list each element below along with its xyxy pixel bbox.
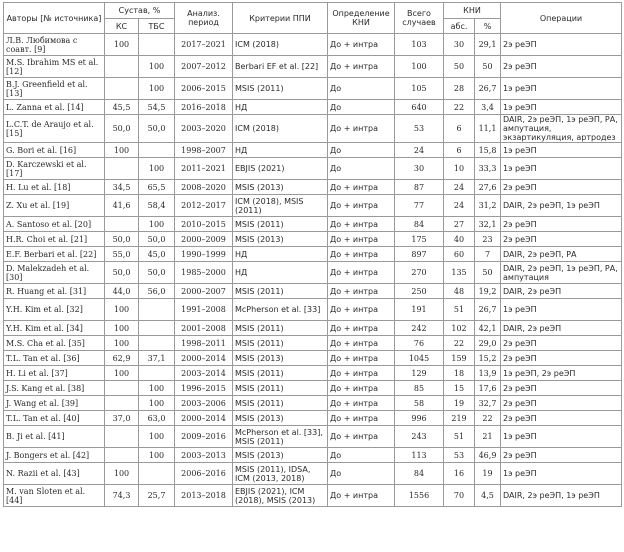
- period-cell: 2003–2006: [175, 396, 233, 411]
- criteria-cell: НД: [233, 247, 328, 262]
- definition-cell: До + интра: [328, 56, 395, 78]
- kni-abs-cell: 53: [444, 448, 475, 463]
- author-cell: J.S. Kang et al. [38]: [4, 381, 105, 396]
- table-row: [4, 396, 622, 411]
- criteria-cell: MSIS (2013): [233, 411, 328, 426]
- kni-abs-cell: 30: [444, 34, 475, 56]
- criteria-cell: MSIS (2011): [233, 366, 328, 381]
- author-cell: H.R. Choi et al. [21]: [4, 232, 105, 247]
- hip-pct-cell: [139, 299, 175, 321]
- hip-pct-cell: 100: [139, 381, 175, 396]
- operations-cell: DAIR, 2э реЭП: [501, 284, 622, 299]
- kni-abs-cell: 19: [444, 396, 475, 411]
- total-cell: 640: [395, 100, 444, 115]
- period-cell: 2003–2014: [175, 366, 233, 381]
- total-cell: 250: [395, 284, 444, 299]
- table-row: [4, 351, 622, 366]
- criteria-cell: НД: [233, 100, 328, 115]
- operations-cell: 2э реЭП: [501, 396, 622, 411]
- kni-abs-cell: 6: [444, 115, 475, 143]
- operations-cell: 2э реЭП: [501, 232, 622, 247]
- author-cell: M.S. Ibrahim MS et al. [12]: [4, 56, 105, 78]
- period-cell: 1985–2000: [175, 262, 233, 284]
- total-cell: 103: [395, 34, 444, 56]
- table-row: [4, 158, 622, 180]
- operations-cell: 1э реЭП: [501, 143, 622, 158]
- criteria-cell: MSIS (2011): [233, 381, 328, 396]
- author-cell: E.F. Berbari et al. [22]: [4, 247, 105, 262]
- table-row: [4, 56, 622, 78]
- header-kni: КНИ: [444, 3, 501, 19]
- hip-pct-cell: 100: [139, 448, 175, 463]
- operations-cell: DAIR, 2э реЭП, 1э реЭП: [501, 485, 622, 507]
- period-cell: 2016–2018: [175, 100, 233, 115]
- knee-pct-cell: [105, 381, 139, 396]
- criteria-cell: MSIS (2011): [233, 217, 328, 232]
- author-cell: N. Razii et al. [43]: [4, 463, 105, 485]
- kni-pct-cell: 31,2: [475, 195, 501, 217]
- criteria-cell: MSIS (2011), IDSA, ICM (2013, 2018): [233, 463, 328, 485]
- knee-pct-cell: [105, 56, 139, 78]
- header-period: Анализ. период: [175, 3, 233, 34]
- author-cell: Y.H. Kim et al. [32]: [4, 299, 105, 321]
- operations-cell: 2э реЭП: [501, 411, 622, 426]
- header-knee: КС: [105, 19, 139, 34]
- definition-cell: До: [328, 158, 395, 180]
- kni-abs-cell: 16: [444, 463, 475, 485]
- criteria-cell: НД: [233, 143, 328, 158]
- criteria-cell: McPherson et al. [33]: [233, 299, 328, 321]
- kni-pct-cell: 29,0: [475, 336, 501, 351]
- period-cell: 1990–1999: [175, 247, 233, 262]
- author-cell: T.L. Tan et al. [36]: [4, 351, 105, 366]
- criteria-cell: ICM (2018): [233, 115, 328, 143]
- hip-pct-cell: 45,0: [139, 247, 175, 262]
- knee-pct-cell: 41,6: [105, 195, 139, 217]
- header-total: Всего случаев: [395, 3, 444, 34]
- definition-cell: До + интра: [328, 247, 395, 262]
- knee-pct-cell: 100: [105, 463, 139, 485]
- operations-cell: 1э реЭП: [501, 299, 622, 321]
- kni-abs-cell: 51: [444, 426, 475, 448]
- period-cell: 1991–2008: [175, 299, 233, 321]
- kni-pct-cell: 11,1: [475, 115, 501, 143]
- kni-pct-cell: 29,1: [475, 34, 501, 56]
- hip-pct-cell: 54,5: [139, 100, 175, 115]
- knee-pct-cell: 100: [105, 336, 139, 351]
- total-cell: 191: [395, 299, 444, 321]
- kni-pct-cell: 17,6: [475, 381, 501, 396]
- hip-pct-cell: [139, 321, 175, 336]
- period-cell: 2000–2014: [175, 351, 233, 366]
- hip-pct-cell: [139, 34, 175, 56]
- operations-cell: 2э реЭП: [501, 180, 622, 195]
- table-row: [4, 143, 622, 158]
- criteria-cell: MSIS (2013): [233, 351, 328, 366]
- definition-cell: До + интра: [328, 426, 395, 448]
- kni-pct-cell: 21: [475, 426, 501, 448]
- total-cell: 243: [395, 426, 444, 448]
- table-row: [4, 366, 622, 381]
- operations-cell: 2э реЭП: [501, 351, 622, 366]
- definition-cell: До + интра: [328, 217, 395, 232]
- kni-abs-cell: 50: [444, 56, 475, 78]
- operations-cell: 1э реЭП, 2э реЭП: [501, 366, 622, 381]
- period-cell: 2006–2016: [175, 463, 233, 485]
- table-row: [4, 247, 622, 262]
- hip-pct-cell: 50,0: [139, 262, 175, 284]
- kni-abs-cell: 51: [444, 299, 475, 321]
- table-row: [4, 381, 622, 396]
- kni-pct-cell: 4,5: [475, 485, 501, 507]
- period-cell: 2009–2016: [175, 426, 233, 448]
- criteria-cell: MSIS (2013): [233, 232, 328, 247]
- kni-pct-cell: 15,8: [475, 143, 501, 158]
- kni-abs-cell: 22: [444, 336, 475, 351]
- hip-pct-cell: 100: [139, 426, 175, 448]
- total-cell: 77: [395, 195, 444, 217]
- hip-pct-cell: 56,0: [139, 284, 175, 299]
- total-cell: 996: [395, 411, 444, 426]
- period-cell: 2000–2009: [175, 232, 233, 247]
- kni-abs-cell: 6: [444, 143, 475, 158]
- hip-pct-cell: [139, 336, 175, 351]
- knee-pct-cell: 44,0: [105, 284, 139, 299]
- total-cell: 84: [395, 217, 444, 232]
- knee-pct-cell: 37,0: [105, 411, 139, 426]
- definition-cell: До + интра: [328, 321, 395, 336]
- total-cell: 1045: [395, 351, 444, 366]
- knee-pct-cell: 50,0: [105, 115, 139, 143]
- definition-cell: До + интра: [328, 381, 395, 396]
- criteria-cell: EBJIS (2021): [233, 158, 328, 180]
- table-row: [4, 195, 622, 217]
- hip-pct-cell: 58,4: [139, 195, 175, 217]
- kni-abs-cell: 219: [444, 411, 475, 426]
- table-row: [4, 115, 622, 143]
- operations-cell: 2э реЭП: [501, 336, 622, 351]
- definition-cell: До + интра: [328, 411, 395, 426]
- criteria-cell: MSIS (2011): [233, 336, 328, 351]
- table-row: [4, 100, 622, 115]
- definition-cell: До: [328, 448, 395, 463]
- hip-pct-cell: 50,0: [139, 115, 175, 143]
- criteria-cell: MSIS (2013): [233, 448, 328, 463]
- operations-cell: 1э реЭП: [501, 463, 622, 485]
- operations-cell: DAIR, 2э реЭП: [501, 321, 622, 336]
- table-row: [4, 299, 622, 321]
- author-cell: Л.В. Любимова с соавт. [9]: [4, 34, 105, 56]
- header-operations: Операции: [501, 3, 622, 34]
- period-cell: 2006–2015: [175, 78, 233, 100]
- total-cell: 30: [395, 158, 444, 180]
- criteria-cell: EBJIS (2021), ICM (2018), MSIS (2013): [233, 485, 328, 507]
- hip-pct-cell: 100: [139, 78, 175, 100]
- total-cell: 113: [395, 448, 444, 463]
- operations-cell: DAIR, 2э реЭП, 1э реЭП, РА, ампутация, экзартикуляция, артродез: [501, 115, 622, 143]
- knee-pct-cell: [105, 158, 139, 180]
- kni-pct-cell: 15,2: [475, 351, 501, 366]
- kni-abs-cell: 40: [444, 232, 475, 247]
- table-row: [4, 426, 622, 448]
- table-row: [4, 411, 622, 426]
- author-cell: D. Karczewski et al. [17]: [4, 158, 105, 180]
- kni-abs-cell: 70: [444, 485, 475, 507]
- total-cell: 58: [395, 396, 444, 411]
- definition-cell: До: [328, 463, 395, 485]
- kni-abs-cell: 159: [444, 351, 475, 366]
- kni-pct-cell: 19,2: [475, 284, 501, 299]
- knee-pct-cell: 50,0: [105, 232, 139, 247]
- hip-pct-cell: 100: [139, 217, 175, 232]
- author-cell: A. Santoso et al. [20]: [4, 217, 105, 232]
- operations-cell: 2э реЭП: [501, 34, 622, 56]
- hip-pct-cell: 63,0: [139, 411, 175, 426]
- operations-cell: 2э реЭП: [501, 56, 622, 78]
- kni-pct-cell: 19: [475, 463, 501, 485]
- period-cell: 2017–2021: [175, 34, 233, 56]
- knee-pct-cell: 45,5: [105, 100, 139, 115]
- author-cell: H. Lu et al. [18]: [4, 180, 105, 195]
- total-cell: 1556: [395, 485, 444, 507]
- period-cell: 2008–2020: [175, 180, 233, 195]
- period-cell: 2013–2018: [175, 485, 233, 507]
- operations-cell: 2э реЭП: [501, 381, 622, 396]
- author-cell: J. Wang et al. [39]: [4, 396, 105, 411]
- definition-cell: До: [328, 143, 395, 158]
- knee-pct-cell: 55,0: [105, 247, 139, 262]
- header-definition: Определение КНИ: [328, 3, 395, 34]
- definition-cell: До + интра: [328, 351, 395, 366]
- kni-abs-cell: 22: [444, 100, 475, 115]
- author-cell: Z. Xu et al. [19]: [4, 195, 105, 217]
- total-cell: 175: [395, 232, 444, 247]
- criteria-cell: MSIS (2011): [233, 78, 328, 100]
- author-cell: M. van Sloten et al. [44]: [4, 485, 105, 507]
- kni-pct-cell: 32,1: [475, 217, 501, 232]
- criteria-cell: НД: [233, 262, 328, 284]
- table-row: [4, 78, 622, 100]
- knee-pct-cell: [105, 448, 139, 463]
- kni-pct-cell: 13,9: [475, 366, 501, 381]
- total-cell: 242: [395, 321, 444, 336]
- total-cell: 270: [395, 262, 444, 284]
- operations-cell: 1э реЭП: [501, 78, 622, 100]
- criteria-cell: ICM (2018), MSIS (2011): [233, 195, 328, 217]
- author-cell: T.L. Tan et al. [40]: [4, 411, 105, 426]
- kni-pct-cell: 50: [475, 56, 501, 78]
- definition-cell: До + интра: [328, 396, 395, 411]
- author-cell: B.J. Greenfield et al. [13]: [4, 78, 105, 100]
- hip-pct-cell: 37,1: [139, 351, 175, 366]
- header-criteria: Критерии ППИ: [233, 3, 328, 34]
- hip-pct-cell: [139, 366, 175, 381]
- definition-cell: До + интра: [328, 232, 395, 247]
- table-row: [4, 463, 622, 485]
- knee-pct-cell: [105, 78, 139, 100]
- knee-pct-cell: 100: [105, 143, 139, 158]
- kni-abs-cell: 24: [444, 180, 475, 195]
- criteria-cell: MSIS (2013): [233, 180, 328, 195]
- header-hip: ТБС: [139, 19, 175, 34]
- definition-cell: До + интра: [328, 485, 395, 507]
- author-cell: H. Li et al. [37]: [4, 366, 105, 381]
- definition-cell: До + интра: [328, 366, 395, 381]
- operations-cell: DAIR, 2э реЭП, 1э реЭП: [501, 195, 622, 217]
- hip-pct-cell: [139, 463, 175, 485]
- table-row: [4, 34, 622, 56]
- hip-pct-cell: [139, 143, 175, 158]
- criteria-cell: MSIS (2011): [233, 284, 328, 299]
- kni-pct-cell: 50: [475, 262, 501, 284]
- knee-pct-cell: 74,3: [105, 485, 139, 507]
- author-cell: L.C.T. de Araujo et al. [15]: [4, 115, 105, 143]
- operations-cell: 1э реЭП: [501, 426, 622, 448]
- kni-abs-cell: 15: [444, 381, 475, 396]
- operations-cell: 2э реЭП: [501, 217, 622, 232]
- criteria-cell: MSIS (2011): [233, 321, 328, 336]
- kni-abs-cell: 60: [444, 247, 475, 262]
- author-cell: D. Malekzadeh et al. [30]: [4, 262, 105, 284]
- studies-table: [3, 2, 622, 507]
- period-cell: 2011–2021: [175, 158, 233, 180]
- kni-pct-cell: 42,1: [475, 321, 501, 336]
- knee-pct-cell: 100: [105, 299, 139, 321]
- author-cell: Y.H. Kim et al. [34]: [4, 321, 105, 336]
- table-row: [4, 336, 622, 351]
- kni-abs-cell: 28: [444, 78, 475, 100]
- definition-cell: До + интра: [328, 262, 395, 284]
- hip-pct-cell: 100: [139, 56, 175, 78]
- total-cell: 76: [395, 336, 444, 351]
- kni-pct-cell: 26,7: [475, 299, 501, 321]
- kni-pct-cell: 46,9: [475, 448, 501, 463]
- knee-pct-cell: [105, 217, 139, 232]
- criteria-cell: ICM (2018): [233, 34, 328, 56]
- total-cell: 84: [395, 463, 444, 485]
- knee-pct-cell: 100: [105, 366, 139, 381]
- operations-cell: 2э реЭП: [501, 448, 622, 463]
- kni-abs-cell: 27: [444, 217, 475, 232]
- definition-cell: До: [328, 78, 395, 100]
- kni-pct-cell: 3,4: [475, 100, 501, 115]
- author-cell: G. Bori et al. [16]: [4, 143, 105, 158]
- definition-cell: До + интра: [328, 195, 395, 217]
- period-cell: 2010–2015: [175, 217, 233, 232]
- author-cell: L. Zanna et al. [14]: [4, 100, 105, 115]
- knee-pct-cell: 100: [105, 321, 139, 336]
- operations-cell: DAIR, 2э реЭП, 1э реЭП, РА, ампутация: [501, 262, 622, 284]
- period-cell: 2003–2013: [175, 448, 233, 463]
- author-cell: R. Huang et al. [31]: [4, 284, 105, 299]
- header-pct: %: [475, 19, 501, 34]
- period-cell: 1998–2007: [175, 143, 233, 158]
- kni-pct-cell: 33,3: [475, 158, 501, 180]
- knee-pct-cell: 34,5: [105, 180, 139, 195]
- table-row: [4, 284, 622, 299]
- kni-abs-cell: 24: [444, 195, 475, 217]
- kni-pct-cell: 7: [475, 247, 501, 262]
- kni-abs-cell: 10: [444, 158, 475, 180]
- author-cell: B. Ji et al. [41]: [4, 426, 105, 448]
- knee-pct-cell: 50,0: [105, 262, 139, 284]
- kni-abs-cell: 48: [444, 284, 475, 299]
- definition-cell: До + интра: [328, 299, 395, 321]
- period-cell: 2000–2014: [175, 411, 233, 426]
- total-cell: 129: [395, 366, 444, 381]
- knee-pct-cell: 62,9: [105, 351, 139, 366]
- table-row: [4, 448, 622, 463]
- hip-pct-cell: 100: [139, 158, 175, 180]
- criteria-cell: MSIS (2011): [233, 396, 328, 411]
- criteria-cell: Berbari EF et al. [22]: [233, 56, 328, 78]
- definition-cell: До: [328, 100, 395, 115]
- header-joint: Сустав, %: [105, 3, 175, 19]
- knee-pct-cell: 100: [105, 34, 139, 56]
- kni-pct-cell: 32,7: [475, 396, 501, 411]
- kni-pct-cell: 26,7: [475, 78, 501, 100]
- kni-abs-cell: 135: [444, 262, 475, 284]
- kni-abs-cell: 102: [444, 321, 475, 336]
- total-cell: 897: [395, 247, 444, 262]
- table-row: [4, 180, 622, 195]
- operations-cell: 1э реЭП: [501, 158, 622, 180]
- total-cell: 100: [395, 56, 444, 78]
- table-row: [4, 485, 622, 507]
- period-cell: 1996–2015: [175, 381, 233, 396]
- period-cell: 2007–2012: [175, 56, 233, 78]
- table-row: [4, 321, 622, 336]
- operations-cell: 1э реЭП: [501, 100, 622, 115]
- criteria-cell: McPherson et al. [33], MSIS (2011): [233, 426, 328, 448]
- total-cell: 105: [395, 78, 444, 100]
- definition-cell: До + интра: [328, 115, 395, 143]
- kni-pct-cell: 27,6: [475, 180, 501, 195]
- operations-cell: DAIR, 2э реЭП, РА: [501, 247, 622, 262]
- header-authors: Авторы [№ источника]: [4, 3, 105, 34]
- knee-pct-cell: [105, 396, 139, 411]
- total-cell: 24: [395, 143, 444, 158]
- period-cell: 2000–2007: [175, 284, 233, 299]
- kni-abs-cell: 18: [444, 366, 475, 381]
- table-row: [4, 217, 622, 232]
- knee-pct-cell: [105, 426, 139, 448]
- hip-pct-cell: 25,7: [139, 485, 175, 507]
- period-cell: 2001–2008: [175, 321, 233, 336]
- kni-pct-cell: 23: [475, 232, 501, 247]
- hip-pct-cell: 65,5: [139, 180, 175, 195]
- definition-cell: До + интра: [328, 180, 395, 195]
- kni-pct-cell: 22: [475, 411, 501, 426]
- total-cell: 53: [395, 115, 444, 143]
- total-cell: 85: [395, 381, 444, 396]
- definition-cell: До + интра: [328, 336, 395, 351]
- author-cell: J. Bongers et al. [42]: [4, 448, 105, 463]
- period-cell: 2012–2017: [175, 195, 233, 217]
- author-cell: M.S. Cha et al. [35]: [4, 336, 105, 351]
- hip-pct-cell: 50,0: [139, 232, 175, 247]
- definition-cell: До + интра: [328, 284, 395, 299]
- table-row: [4, 232, 622, 247]
- definition-cell: До + интра: [328, 34, 395, 56]
- hip-pct-cell: 100: [139, 396, 175, 411]
- period-cell: 2003–2020: [175, 115, 233, 143]
- period-cell: 1998–2011: [175, 336, 233, 351]
- header-abs: абс.: [444, 19, 475, 34]
- table-row: [4, 262, 622, 284]
- total-cell: 87: [395, 180, 444, 195]
